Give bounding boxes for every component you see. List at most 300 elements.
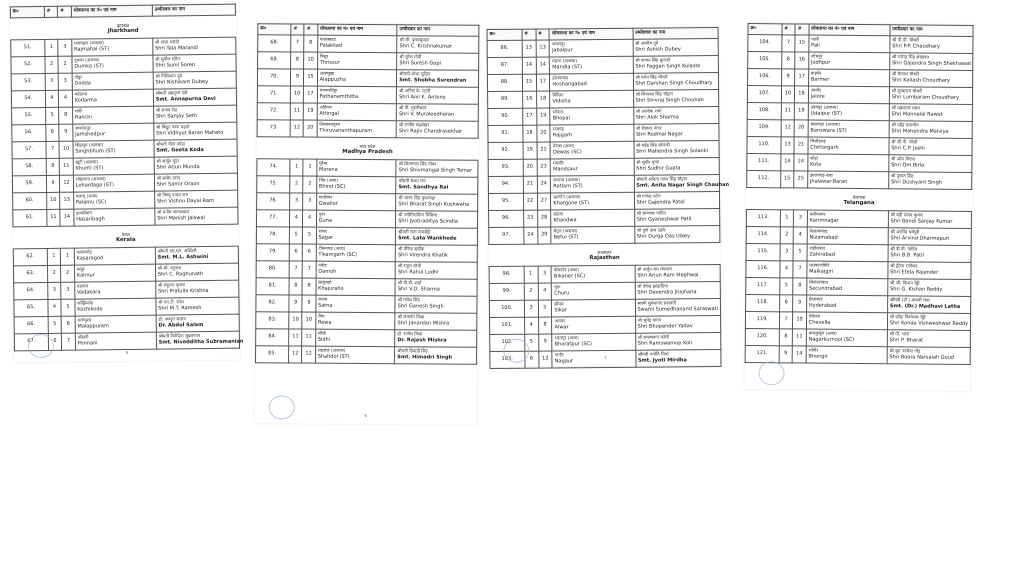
state-index: 8 <box>291 52 304 69</box>
constituency-cell <box>808 86 889 104</box>
candidate-row <box>257 69 478 88</box>
constituency-hindi: सीकर <box>554 302 564 308</box>
candidate-hindi: श्री वी.डी. शर्मा <box>397 281 422 287</box>
constituency-hindi: जहीराबाद <box>809 246 826 252</box>
serial-number: 62. <box>13 248 47 265</box>
state-index: 15 <box>522 74 536 91</box>
constituency-cell <box>552 316 635 334</box>
constituency-hindi: अलप्पुझा <box>319 71 335 77</box>
constituency-hindi: कासरगोड <box>76 250 92 256</box>
candidate-cell <box>395 313 477 331</box>
constituency-hindi: हैदराबाद <box>808 297 823 303</box>
constituency-hindi: सिंहभूम (अजजा) <box>75 143 104 149</box>
candidate-english: Shri Sanjay Seth <box>155 112 198 120</box>
serial-number: 83. <box>256 312 289 329</box>
candidate-english: Shri C. Raghunath <box>157 270 204 278</box>
serial-number: 78. <box>256 227 289 244</box>
state-index: 1 <box>44 39 58 56</box>
candidate-row <box>256 312 477 331</box>
constituency-hindi: रांची <box>74 109 82 115</box>
constituency-cell <box>549 39 632 57</box>
candidate-english: Shri Manish Jaiswal <box>157 214 205 222</box>
state-index: 10 <box>289 312 302 329</box>
constituency-hindi: चेवेल्ला <box>808 314 821 320</box>
state-heading-row <box>10 15 235 40</box>
constituency-english: Jamshedpur <box>75 130 106 138</box>
candidate-row <box>256 210 477 229</box>
constituency-cell <box>316 193 396 211</box>
header-candidate: उम्मीदवार का नाम <box>633 27 719 39</box>
constituency-english: Khajuraho <box>318 285 344 292</box>
constituency-hindi: बीकानेर (अजा) <box>553 268 579 274</box>
candidate-cell <box>887 313 970 331</box>
candidate-row <box>746 261 971 280</box>
state-index: 16 <box>522 91 536 108</box>
constituency-number: 11 <box>302 329 315 346</box>
constituency-number: 1 <box>61 248 75 265</box>
candidate-english: Shri Darshan Singh Choudhary <box>635 79 713 87</box>
constituency-number: 10 <box>304 52 317 69</box>
candidate-cell <box>397 70 479 88</box>
serial-number: 66. <box>14 316 48 333</box>
constituency-hindi: सतना <box>318 297 328 303</box>
constituency-hindi: त्रिशूर <box>319 54 329 60</box>
constituency-english: Malkajgiri <box>809 268 834 275</box>
serial-number: 76. <box>257 193 290 210</box>
constituency-english: Gwalior <box>318 200 338 207</box>
candidate-hindi: श्री गजेन्द्र पटेल <box>636 194 661 200</box>
candidate-cell <box>889 104 972 122</box>
candidate-english: Shri Arjun Munda <box>156 163 200 171</box>
constituency-hindi: चित्तौड़गढ़ <box>810 139 826 145</box>
state-index: 13 <box>522 40 536 57</box>
candidate-row <box>257 103 478 122</box>
candidate-hindi: श्री जी. किशन रेड्डी <box>890 281 920 287</box>
candidate-hindi: श्रीमती शोभा सुरेंद्रन <box>399 72 431 78</box>
constituency-number: 11 <box>59 158 73 175</box>
constituency-english: Chevella <box>808 319 831 326</box>
candidate-row <box>258 35 479 54</box>
candidate-row <box>488 123 719 142</box>
constituency-cell <box>808 69 889 87</box>
state-index: 3 <box>45 73 59 90</box>
state-index: 23 <box>523 210 537 227</box>
state-heading-row <box>746 188 971 212</box>
constituency-number: 17 <box>795 69 809 86</box>
candidate-english: Shri Vishnu Dayal Ram <box>156 197 215 205</box>
candidate-hindi: श्री दुर्गा दास उइके <box>636 228 666 234</box>
constituency-number: 5 <box>61 299 75 316</box>
document-page-3 <box>487 27 730 367</box>
candidate-hindi: श्री गजेन्द्र सिंह शेखावत <box>892 55 930 61</box>
constituency-number: 18 <box>795 86 809 103</box>
constituency-cell <box>550 73 633 91</box>
serial-number: 111. <box>747 154 781 171</box>
constituency-cell <box>74 247 155 265</box>
constituency-number: 16 <box>795 52 809 69</box>
constituency-hindi: पाली <box>811 37 819 43</box>
candidate-row <box>748 69 973 88</box>
candidate-english: Smt. M.L. Ashwini <box>157 253 209 261</box>
serial-number: 93. <box>488 159 523 176</box>
constituency-hindi: बाड़मेर <box>810 71 822 77</box>
constituency-hindi: जबलपुर <box>552 42 566 48</box>
constituency-cell <box>316 159 396 177</box>
candidate-cell <box>395 296 477 314</box>
candidate-english: Shri Ramswaroop Koli <box>637 339 692 347</box>
constituency-cell <box>807 171 888 189</box>
state-name-english: Jharkhand <box>107 28 139 35</box>
constituency-number: 14 <box>792 346 806 363</box>
constituency-cell <box>317 120 397 138</box>
constituency-number: 8 <box>304 35 317 52</box>
constituency-number: 4 <box>303 210 316 227</box>
constituency-number: 14 <box>536 57 550 74</box>
serial-number: 80. <box>256 261 289 278</box>
header-hash: # <box>782 24 796 35</box>
constituency-hindi: भोपाल <box>552 110 564 116</box>
candidate-cell <box>634 225 720 243</box>
candidate-english: Shri Konda Vishweshwar Reddy <box>889 319 969 327</box>
constituency-english: Rajgarh <box>552 131 573 139</box>
candidate-english: Smt. (Dr.) Madhavi Latha <box>889 302 961 310</box>
candidate-hindi: श्री महेंद्र सिंह सोलंकी <box>636 143 670 149</box>
constituency-number: 19 <box>536 108 550 125</box>
serial-number: 86. <box>487 40 522 57</box>
candidate-cell <box>634 208 720 226</box>
official-stamp <box>758 361 784 385</box>
candidate-row <box>256 227 477 246</box>
candidate-cell <box>155 280 238 298</box>
candidate-row <box>258 52 479 71</box>
candidate-hindi: श्रीमती अनिता नागर सिंह चौहान <box>636 177 688 183</box>
candidate-row <box>487 38 718 57</box>
serial-number: 107. <box>747 86 781 103</box>
constituency-number: 11 <box>793 329 807 346</box>
candidate-cell <box>396 160 478 178</box>
constituency-english: Khunti (ST) <box>75 164 104 172</box>
candidate-hindi: श्री सी.पी. जोशी <box>891 140 918 146</box>
constituency-english: Hazaribagh <box>76 215 105 223</box>
state-index: 15 <box>780 171 794 188</box>
header-serial: क्र० <box>487 29 522 40</box>
serial-number: 82. <box>256 295 289 312</box>
constituency-number: 4 <box>793 227 807 244</box>
serial-number: 85. <box>256 346 289 363</box>
constituency-hindi: गुना <box>318 212 325 218</box>
constituency-hindi: लोहरदगा (अजजा) <box>75 177 106 183</box>
serial-number: 61. <box>13 209 47 226</box>
header-constituency: लोकसभा का नं० एवं नाम <box>317 24 397 36</box>
constituency-english: Rewa <box>317 319 332 326</box>
constituency-cell <box>73 174 154 192</box>
state-index: 6 <box>289 244 302 261</box>
state-index: 3 <box>780 244 794 261</box>
candidate-cell <box>397 53 479 71</box>
state-index: 8 <box>46 158 60 175</box>
constituency-number: 17 <box>536 74 550 91</box>
candidate-cell <box>888 211 971 229</box>
constituency-cell <box>317 69 397 87</box>
candidate-cell <box>396 211 478 229</box>
constituency-cell <box>807 244 888 262</box>
constituency-number: 19 <box>304 103 317 120</box>
constituency-hindi: दुमका (अजजा) <box>74 58 100 64</box>
constituency-number: 6 <box>303 244 316 261</box>
serial-number: 117. <box>746 278 780 295</box>
constituency-english: Nagaur <box>554 357 574 365</box>
state-index: 18 <box>523 125 537 142</box>
candidate-cell <box>633 89 719 107</box>
serial-number: 81. <box>256 278 289 295</box>
state-index: 9 <box>779 346 793 363</box>
candidate-hindi: श्रीमती लता वानखेड़े <box>398 230 431 236</box>
candidate-row <box>488 191 719 210</box>
state-index: 20 <box>523 159 537 176</box>
constituency-english: Guna <box>318 217 332 224</box>
constituency-english: Bhongir <box>808 353 828 360</box>
constituency-hindi: भरतपुर (अजा) <box>554 336 579 342</box>
constituency-english: Malappuram <box>77 322 109 330</box>
candidate-english: Shri Mannalal Rawat <box>891 110 943 118</box>
page-number: 6 <box>364 412 367 419</box>
candidate-cell <box>156 314 239 332</box>
state-index: 24 <box>523 227 537 244</box>
constituency-hindi: पथनमथिट्टा <box>319 88 338 94</box>
candidate-cell <box>395 330 477 348</box>
constituency-english: Jabalpur <box>552 46 573 54</box>
candidate-row <box>489 264 720 283</box>
candidate-hindi: श्री बी.बी. पाटिल <box>890 247 918 253</box>
constituency-number: 28 <box>537 210 551 227</box>
candidate-english: Shri Janardan Mishra <box>397 319 450 327</box>
candidate-cell <box>395 279 477 297</box>
candidate-english: Smt. Anita Nagar Singh Chauhan <box>636 181 730 189</box>
constituency-cell <box>316 261 396 279</box>
candidate-hindi: श्री भारत सिंह कुशवाहा <box>398 196 436 202</box>
candidate-english: Shri Arvind Dharmapuri <box>890 234 950 242</box>
state-index: 12 <box>781 120 795 137</box>
constituency-number: 24 <box>537 176 551 193</box>
candidate-row <box>256 346 477 365</box>
header-hash-2: # <box>304 24 317 35</box>
constituency-english: Lohardaga (ST) <box>75 181 114 189</box>
candidate-english: Shri B.B. Patil <box>890 251 924 259</box>
candidate-cell <box>888 228 971 246</box>
constituency-cell <box>317 103 397 121</box>
constituency-cell <box>74 208 155 226</box>
candidate-cell <box>395 245 477 263</box>
constituency-cell <box>315 329 395 347</box>
candidate-cell <box>635 332 721 350</box>
constituency-number: 1 <box>303 159 316 176</box>
state-index: 21 <box>523 176 537 193</box>
serial-number: 100. <box>489 300 524 317</box>
serial-number: 63. <box>14 265 48 282</box>
constituency-number: 17 <box>304 86 317 103</box>
state-index: 4 <box>780 261 794 278</box>
constituency-english: Bhind (SC) <box>318 183 346 190</box>
constituency-number: 7 <box>62 333 76 350</box>
candidate-hindi: श्री महेंद्र मालवीय <box>891 123 919 129</box>
candidate-cell <box>889 138 972 156</box>
candidate-english: Shri Arjun Ram Meghwal <box>637 271 699 279</box>
constituency-cell <box>806 312 887 330</box>
header-hash-2: # <box>58 6 72 17</box>
candidate-cell <box>154 139 237 157</box>
constituency-cell <box>807 227 888 245</box>
state-index: 4 <box>290 210 303 227</box>
constituency-hindi: पोन्नानी <box>77 335 89 341</box>
candidate-english: Shri Mahendra Malviya <box>891 127 949 135</box>
official-stamp <box>503 339 529 363</box>
candidate-english: Shri Bharat Singh Kushwaha <box>398 200 470 208</box>
state-index: 2 <box>780 227 794 244</box>
candidate-cell <box>633 38 719 56</box>
state-index: 2 <box>524 283 538 300</box>
header-constituency: लोकसभा का नं० एवं नाम <box>549 28 632 40</box>
serial-number: 79. <box>256 244 289 261</box>
constituency-cell <box>75 315 156 333</box>
candidate-english: Shri Gajendra Patel <box>636 198 685 206</box>
candidate-english: Smt. Nivedditha Subramanian <box>158 338 244 346</box>
constituency-number: 3 <box>61 282 75 299</box>
constituency-number: 15 <box>795 35 809 52</box>
constituency-hindi: पलामू (अजा) <box>75 194 98 200</box>
constituency-english: Khandwa <box>553 216 577 224</box>
constituency-number: 10 <box>793 312 807 329</box>
candidate-hindi: श्री राहुल लोधी <box>397 264 422 270</box>
serial-number: 54. <box>11 90 45 107</box>
constituency-number: 18 <box>536 91 550 108</box>
constituency-english: Sikar <box>554 307 567 314</box>
constituency-number: 9 <box>793 295 807 312</box>
candidate-english: Dr. Abdul Salam <box>158 321 204 329</box>
candidate-english: Shri Om Birla <box>891 161 925 169</box>
constituency-cell <box>74 264 155 282</box>
serial-number: 118. <box>746 295 780 312</box>
candidate-english: Shri Shivraj Singh Chouhan <box>635 96 704 104</box>
state-index: 14 <box>522 57 536 74</box>
candidate-english: Smt. Shobha Surendran <box>399 76 467 84</box>
candidate-cell <box>889 87 972 105</box>
constituency-english: Mandla (ST) <box>552 63 583 71</box>
candidate-english: Smt. Annapurna Devi <box>155 95 216 103</box>
constituency-number: 10 <box>59 141 73 158</box>
candidate-english: Smt. Jyoti Mirdha <box>637 356 687 364</box>
constituency-number: 21 <box>537 142 551 159</box>
candidate-english: Shri C. Krishnakumar <box>399 42 453 50</box>
candidate-hindi: श्री बंडी संजय कुमार <box>890 213 923 219</box>
state-index: 1 <box>524 266 538 283</box>
constituency-english: Palakkad <box>319 42 343 49</box>
state-index: 1 <box>780 210 794 227</box>
constituency-english: Bikaner (SC) <box>554 272 586 280</box>
serial-number: 68. <box>258 35 291 52</box>
candidate-row <box>256 329 477 348</box>
state-heading <box>13 224 238 249</box>
candidate-hindi: श्री ज्ञानेश्वर पाटिल <box>636 211 667 217</box>
constituency-number: 3 <box>538 266 552 283</box>
serial-number: 73. <box>257 120 290 137</box>
constituency-cell <box>75 298 156 316</box>
state-index: 9 <box>781 69 795 86</box>
constituency-english: Alwar <box>554 324 569 331</box>
candidate-cell <box>887 296 970 314</box>
state-index: 22 <box>523 193 537 210</box>
state-index: 7 <box>289 261 302 278</box>
state-heading <box>489 242 720 266</box>
candidate-row <box>745 329 970 348</box>
candidate-hindi: श्रीमती ज्योति मिर्धा <box>637 352 669 358</box>
candidate-hindi: श्री कैलाश चौधरी <box>891 72 920 78</box>
candidate-english: Shri Alok Sharma <box>635 114 679 121</box>
constituency-english: Bhopal <box>552 114 570 122</box>
constituency-hindi: टीकमगढ़ (अजा) <box>318 246 346 252</box>
candidate-english: Smt. Lata Wankhede <box>398 234 457 242</box>
candidate-english: Shri Bhupender Yadav <box>637 322 693 330</box>
state-index: 5 <box>45 107 59 124</box>
state-index: 8 <box>781 52 795 69</box>
candidate-english: Shri C.P. Joshi <box>891 144 925 152</box>
constituency-english: Nagarkurnool (SC) <box>808 336 855 343</box>
constituency-cell <box>317 35 397 53</box>
candidate-hindi: श्रीमती अन्नपूर्णा देवी <box>155 91 188 97</box>
constituency-english: Attingal <box>319 110 339 117</box>
constituency-hindi: निजामाबाद <box>809 229 828 235</box>
candidate-hindi: श्री पी. भरत <box>889 332 910 338</box>
constituency-cell <box>550 124 633 142</box>
constituency-hindi: खजुराहो <box>318 280 332 286</box>
state-heading-row <box>13 224 238 249</box>
candidate-english: Shri Etela Rajender <box>890 268 939 276</box>
constituency-number: 2 <box>58 56 72 73</box>
candidate-hindi: श्री मन्नालाल रावत <box>891 106 920 112</box>
serial-number: 105. <box>748 52 782 69</box>
candidate-hindi: श्री कोंडा विश्वेश्वर रेड्डी <box>889 315 926 321</box>
constituency-cell <box>73 191 154 209</box>
state-index: 19 <box>523 142 537 159</box>
candidate-cell <box>635 264 721 282</box>
serial-number: 87. <box>487 57 522 74</box>
constituency-cell <box>316 227 396 245</box>
constituency-cell <box>317 86 397 104</box>
serial-number: 74. <box>257 159 290 176</box>
candidate-cell <box>156 331 244 349</box>
constituency-hindi: मलकाजगिरि <box>809 263 830 269</box>
state-name-hindi: केरल <box>121 232 130 238</box>
constituency-number: 10 <box>302 312 315 329</box>
candidate-hindi: श्री सुरेश गोपी <box>399 55 422 61</box>
constituency-cell <box>315 312 395 330</box>
constituency-hindi: मलप्पुरम <box>77 318 92 324</box>
constituency-english: Hoshangabad <box>552 80 587 88</box>
serial-number: 57. <box>12 141 46 158</box>
candidate-english: Swami Sumedhanand Saraswati <box>637 305 719 313</box>
constituency-number: 9 <box>302 295 315 312</box>
candidate-english: Shri Ganesh Singh <box>397 302 444 310</box>
candidate-english: Shri Samir Oraon <box>156 180 200 188</box>
constituency-cell <box>552 333 635 351</box>
serial-number: 58. <box>12 158 46 175</box>
candidate-cell <box>155 263 238 281</box>
constituency-hindi: मंडला (अजजा) <box>552 59 578 65</box>
serial-number: 70. <box>257 69 290 86</box>
candidate-hindi: श्री समीर उरांव <box>156 176 181 182</box>
candidate-english: Shri Rajiv Chandrasekhar <box>398 127 463 135</box>
constituency-hindi: झालावाड़-बारां <box>809 173 833 179</box>
candidate-row <box>489 225 720 244</box>
